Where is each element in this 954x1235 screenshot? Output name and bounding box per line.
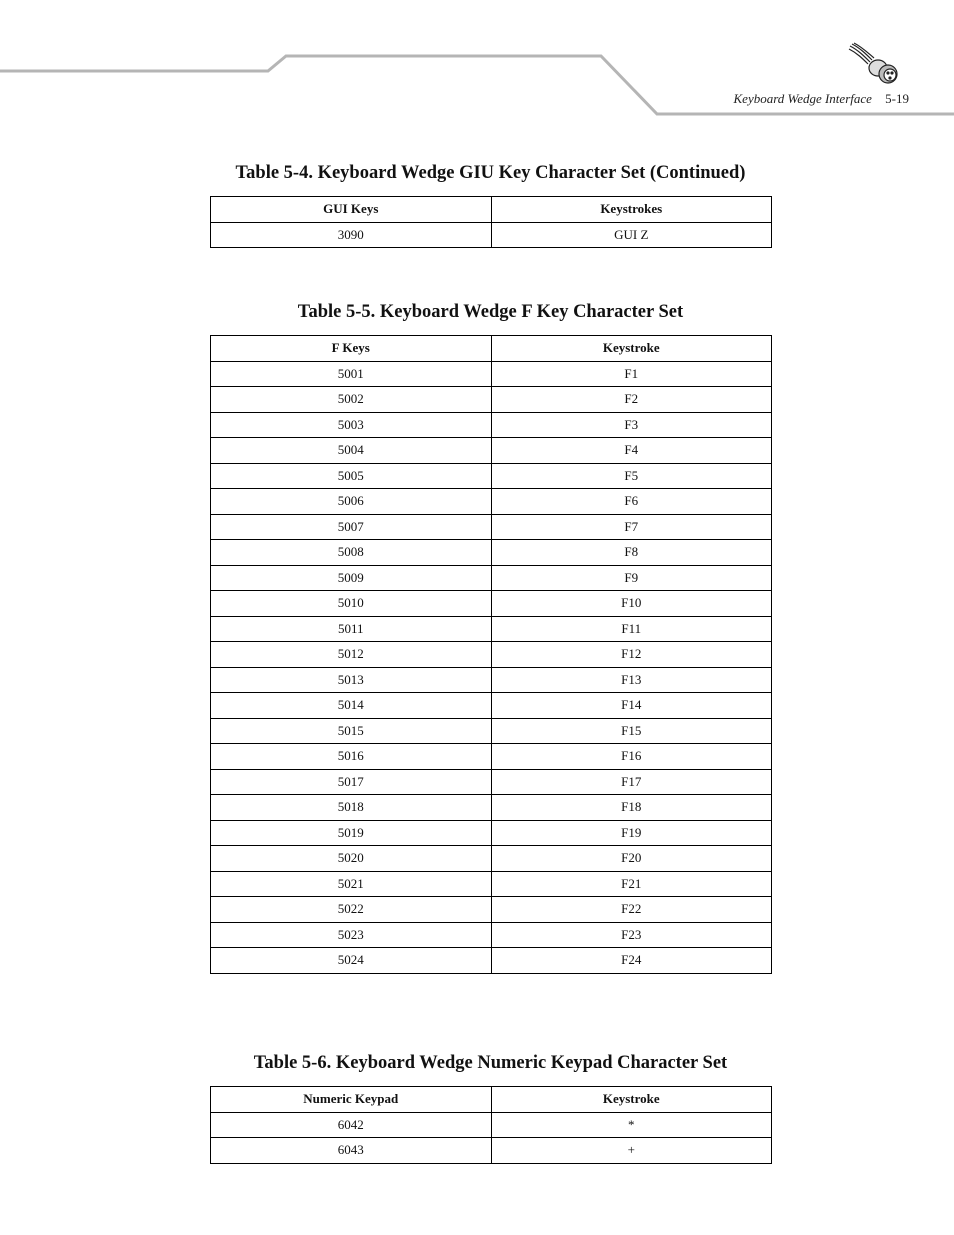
- table-row: [211, 667, 772, 693]
- table-cell: 5005: [211, 463, 492, 489]
- table-row: [211, 948, 772, 974]
- column-header: Numeric Keypad: [211, 1087, 492, 1113]
- column-header: Keystroke: [491, 336, 772, 362]
- column-header: F Keys: [211, 336, 492, 362]
- table-row: [211, 463, 772, 489]
- column-header: Keystroke: [491, 1087, 772, 1113]
- table-row: [211, 514, 772, 540]
- table-cell: 5014: [211, 693, 492, 719]
- table-header-row: [211, 336, 772, 362]
- table-row: [211, 769, 772, 795]
- table-row: [211, 489, 772, 515]
- table-cell: F1: [491, 361, 772, 387]
- table-cell: 3090: [211, 222, 492, 248]
- table-cell: F7: [491, 514, 772, 540]
- table-cell: 5007: [211, 514, 492, 540]
- table-cell: F23: [491, 922, 772, 948]
- table-cell: F11: [491, 616, 772, 642]
- table-cell: F2: [491, 387, 772, 413]
- table-cell: F12: [491, 642, 772, 668]
- table-row: [211, 616, 772, 642]
- table-5-5-title: Table 5-5. Keyboard Wedge F Key Character Set: [297, 302, 684, 322]
- keyboard-cable-connector-icon: [848, 42, 900, 88]
- table-5-6: [210, 1086, 772, 1164]
- page-number: 5-19: [885, 91, 909, 106]
- table-row: [211, 222, 772, 248]
- table-cell: F13: [491, 667, 772, 693]
- table-row: [211, 744, 772, 770]
- table-cell: 5001: [211, 361, 492, 387]
- table-cell: F4: [491, 438, 772, 464]
- table-cell: +: [491, 1138, 772, 1164]
- table-cell: 5022: [211, 897, 492, 923]
- table-cell: 5002: [211, 387, 492, 413]
- table-cell: F3: [491, 412, 772, 438]
- table-cell: 5019: [211, 820, 492, 846]
- column-header: Keystrokes: [491, 197, 772, 223]
- table-cell: F21: [491, 871, 772, 897]
- table-5-4: [210, 196, 772, 248]
- table-row: [211, 540, 772, 566]
- table-cell: 5015: [211, 718, 492, 744]
- table-row: [211, 1112, 772, 1138]
- table-cell: 5008: [211, 540, 492, 566]
- table-5-5: [210, 335, 772, 974]
- table-cell: 5018: [211, 795, 492, 821]
- table-row: [211, 820, 772, 846]
- table-cell: F20: [491, 846, 772, 872]
- column-header: GUI Keys: [211, 197, 492, 223]
- table-cell: F24: [491, 948, 772, 974]
- table-cell: F5: [491, 463, 772, 489]
- table-header-row: [211, 197, 772, 223]
- table-row: [211, 897, 772, 923]
- table-cell: F19: [491, 820, 772, 846]
- table-row: [211, 846, 772, 872]
- table-row: [211, 387, 772, 413]
- table-row: [211, 922, 772, 948]
- table-cell: 5013: [211, 667, 492, 693]
- table-cell: 5011: [211, 616, 492, 642]
- table-cell: F6: [491, 489, 772, 515]
- table-cell: 6043: [211, 1138, 492, 1164]
- table-cell: *: [491, 1112, 772, 1138]
- table-cell: 5004: [211, 438, 492, 464]
- table-row: [211, 591, 772, 617]
- table-cell: 5009: [211, 565, 492, 591]
- table-cell: F15: [491, 718, 772, 744]
- section-title: Keyboard Wedge Interface: [733, 91, 872, 106]
- table-cell: 5003: [211, 412, 492, 438]
- table-cell: GUI Z: [491, 222, 772, 248]
- table-cell: 5017: [211, 769, 492, 795]
- table-row: [211, 1138, 772, 1164]
- table-row: [211, 361, 772, 387]
- table-cell: 5010: [211, 591, 492, 617]
- table-cell: 5006: [211, 489, 492, 515]
- table-cell: 6042: [211, 1112, 492, 1138]
- table-cell: 5023: [211, 922, 492, 948]
- table-cell: F22: [491, 897, 772, 923]
- table-cell: F17: [491, 769, 772, 795]
- table-row: [211, 718, 772, 744]
- table-header-row: [211, 1087, 772, 1113]
- table-cell: 5012: [211, 642, 492, 668]
- table-5-6-title: Table 5-6. Keyboard Wedge Numeric Keypad Character Set: [253, 1053, 728, 1073]
- table-row: [211, 795, 772, 821]
- table-cell: 5016: [211, 744, 492, 770]
- table-cell: 5021: [211, 871, 492, 897]
- table-row: [211, 871, 772, 897]
- table-cell: F8: [491, 540, 772, 566]
- table-cell: 5024: [211, 948, 492, 974]
- table-cell: F10: [491, 591, 772, 617]
- running-header: [734, 91, 909, 107]
- table-5-4-title: Table 5-4. Keyboard Wedge GIU Key Character Set (Continued): [235, 163, 746, 183]
- table-row: [211, 693, 772, 719]
- table-cell: 5020: [211, 846, 492, 872]
- table-cell: F14: [491, 693, 772, 719]
- table-row: [211, 642, 772, 668]
- table-row: [211, 438, 772, 464]
- table-row: [211, 412, 772, 438]
- table-cell: F16: [491, 744, 772, 770]
- table-cell: F9: [491, 565, 772, 591]
- table-row: [211, 565, 772, 591]
- table-cell: F18: [491, 795, 772, 821]
